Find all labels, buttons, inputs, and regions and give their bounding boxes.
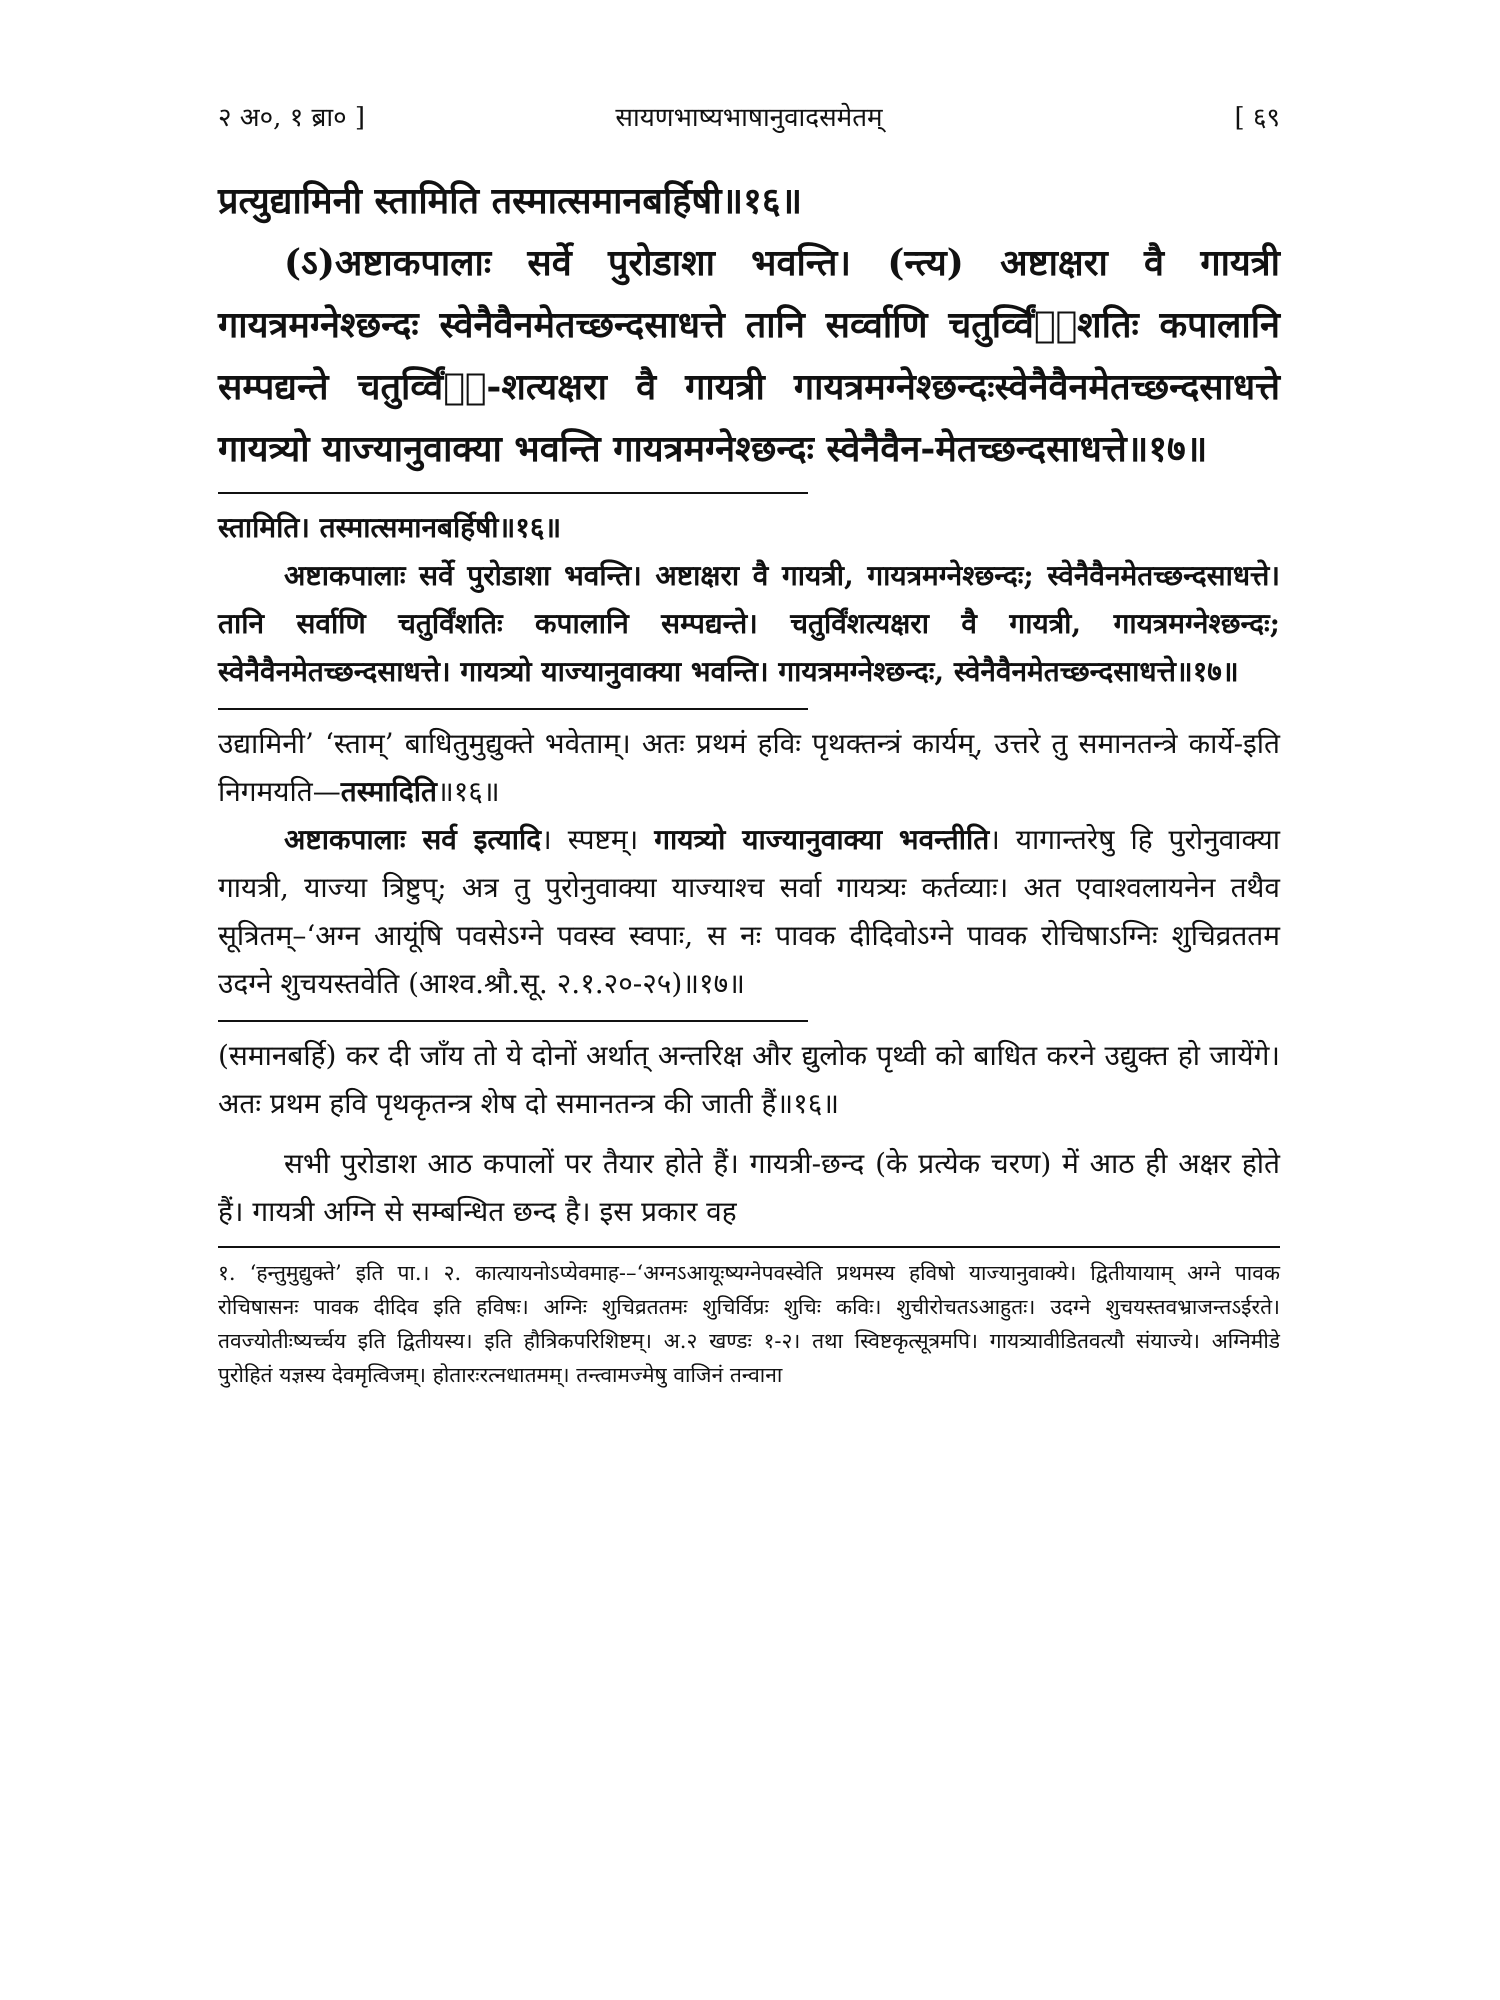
mantra-line-16: प्रत्युद्यामिनी स्तामिति तस्मात्समानबर्हिषी॥१६॥ — [218, 180, 803, 222]
running-header — [218, 98, 1280, 138]
footnote-text: १. ‘हन्तुमुद्युक्ते’ इति पा.। २. कात्यायनोऽप्येवमाह-–‘अग्नऽआयूःष्यग्नेपवस्वेति प्रथमस्य हविषो याज्यानुवाक्ये। द्वितीयायाम् अग्ने पावक रोचिषासनः पावक दीदिव इति हविषः। अग्निः शुचिव्रततमः शुचिर्विप्रः शुचिः कविः। शुचीरोचतऽआहुतः। उदग्ने शुचयस्तवभ्राजन्तऽईरते। तवज्योतीःष्यर्च्चय इति द्वितीयस्य। इति हौत्रिकपरिशिष्टम्। अ.२ खण्डः १-२। तथा स्विष्टकृत्सूत्रमपि। गायत्र्यावीडितवत्यौ संयाज्ये। अग्निमीडे पुरोहितं यज्ञस्य देवमृत्विजम्। होतारःरत्नधातमम्। तन्त्वामज्मेषु वाजिनं तन्वाना — [218, 1261, 1280, 1387]
padapatha-line-16: स्तामिति। तस्मात्समानबर्हिषी॥१६॥ — [218, 511, 562, 544]
verse-number: ॥१६॥ — [436, 775, 500, 808]
commentary-text: । स्पष्टम्। — [541, 823, 655, 856]
commentary-bold-term: तस्मादिति — [340, 775, 437, 808]
commentary-bold-term: अष्टाकपालाः सर्व इत्यादि — [284, 823, 542, 856]
hindi-translation — [218, 1032, 1280, 1236]
commentary-paragraph-17 — [218, 816, 1280, 1008]
commentary-bold-term: गायत्र्यो याज्यानुवाक्या भवन्तीति — [654, 823, 990, 856]
commentary-paragraph-16 — [218, 720, 1280, 816]
hindi-paragraph-16: (समानबर्हि) कर दी जाँय तो ये दोनों अर्थात् अन्तरिक्ष और द्युलोक पृथ्वी को बाधित करने उद्युक्त हो जायेंगे। अतः प्रथम हवि पृथकृतन्त्र शेष दो समानतन्त्र की जाती हैं॥१६॥ — [218, 1039, 1280, 1120]
header-title: सायणभाष्यभाषानुवादसमेतम् — [615, 103, 883, 133]
hindi-paragraph-17: सभी पुरोडाश आठ कपालों पर तैयार होते हैं। गायत्री-छन्द (के प्रत्येक चरण) में आठ ही अक्षर होते हैं। गायत्री अग्नि से सम्बन्धित छन्द है। इस प्रकार वह — [218, 1147, 1280, 1228]
footnote-divider — [218, 1246, 1280, 1248]
mantra-text — [218, 170, 1280, 480]
footnotes — [218, 1256, 1280, 1392]
commentary-text: उद्यामिनी’ ‘स्ताम्’ बाधितुमुद्युक्ते भवेताम्। अतः प्रथमं हविः पृथक्तन्त्रं कार्यम्, उत्तरे तु समानतन्त्रे कार्ये-इति निगमयति— — [218, 727, 1280, 808]
padapatha-text — [218, 504, 1280, 696]
divider — [218, 492, 808, 494]
sayana-commentary — [218, 720, 1280, 1008]
divider — [218, 1020, 808, 1022]
commentary-text: । यागान्तरेषु हि पुरोनुवाक्या गायत्री, याज्या त्रिष्टुप्; अत्र तु पुरोनुवाक्या याज्याश्च सर्वा गायत्र्यः कर्तव्याः। अत एवाश्वलायनेन तथैव सूत्रितम्–‘अग्न आयूंषि पवसेऽग्ने पवस्व स्वपाः, स नः पावक दीदिवोऽग्ने पावक रोचिषाऽग्निः शुचिव्रततम उदग्ने शुचयस्तवेति (आश्व.श्रौ.सू. २.१.२०-२५)॥१७॥ — [218, 823, 1280, 1000]
divider — [218, 708, 808, 710]
page — [218, 98, 1280, 1392]
header-page-number: [ ६९ — [1234, 103, 1280, 133]
padapatha-paragraph-17: अष्टाकपालाः सर्वे पुरोडाशा भवन्ति। अष्टाक्षरा वै गायत्री, गायत्रमग्नेश्छन्दः; स्वेनैवैनमेतच्छन्दसाधत्ते। तानि सर्वाणि चतुर्विंशतिः कपालानि सम्पद्यन्ते। चतुर्विंशत्यक्षरा वै गायत्री, गायत्रमग्नेश्छन्दः; स्वेनैवैनमेतच्छन्दसाधत्ते। गायत्र्यो याज्यानुवाक्या भवन्ति। गायत्रमग्नेश्छन्दः, स्वेनैवैनमेतच्छन्दसाधत्ते॥१७॥ — [218, 559, 1280, 688]
header-chapter-ref: २ अ०, १ ब्रा० ] — [218, 103, 365, 133]
mantra-paragraph-17: (ऽ)अष्टाकपालाः सर्वे पुरोडाशा भवन्ति। (न्त्य) अष्टाक्षरा वै गायत्री गायत्रमग्नेश्छन्दः स्वेनैवैनमेतच्छन्दसाधत्ते तानि सर्व्वाणि चतुर्व्विंᳫँशतिः कपालानि सम्पद्यन्ते चतुर्व्विंᳫँ-शत्यक्षरा वै गायत्री गायत्रमग्नेश्छन्दःस्वेनैवैनमेतच्छन्दसाधत्ते गायत्र्यो याज्यानुवाक्या भवन्ति गायत्रमग्नेश्छन्दः स्वेनैवैन-मेतच्छन्दसाधत्ते॥१७॥ — [218, 242, 1280, 470]
